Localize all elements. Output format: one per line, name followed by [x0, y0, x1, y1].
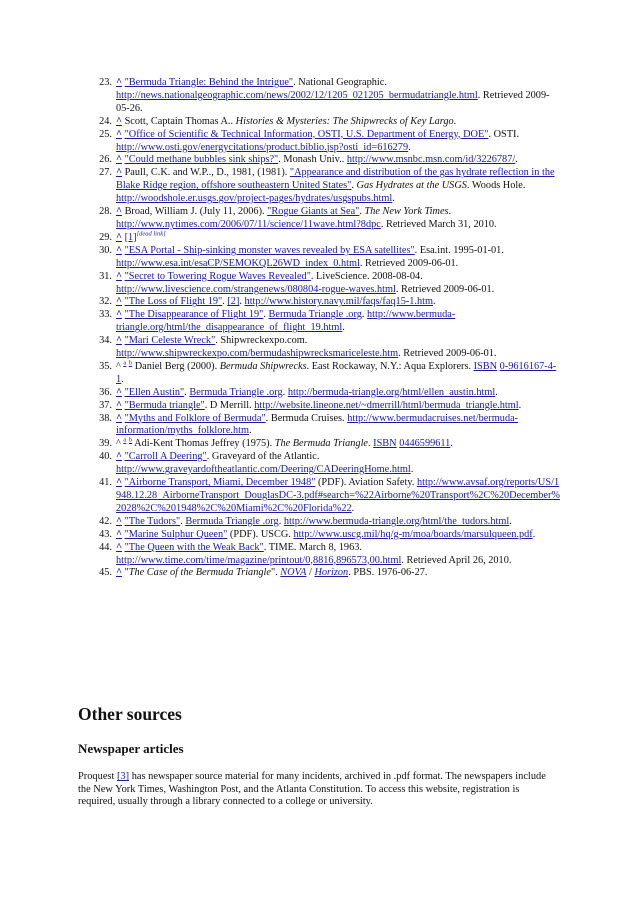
- reference-text: .: [450, 438, 453, 450]
- reference-text: .: [392, 193, 395, 205]
- back-link-b[interactable]: b: [128, 359, 133, 367]
- reference-text: . Retrieved March 31, 2010.: [380, 218, 497, 230]
- reference-number: 33.: [99, 309, 112, 321]
- reference-text: .: [351, 502, 355, 514]
- reference-text: .: [518, 399, 522, 411]
- reference-secondary-link[interactable]: Bermuda Triangle .org: [185, 515, 279, 527]
- reference-title-link[interactable]: "Could methane bubbles sink ships?": [124, 154, 279, 166]
- reference-text: .: [410, 464, 414, 476]
- reference-text: .: [453, 115, 457, 127]
- reference-number: 41.: [99, 477, 112, 489]
- reference-italic-title: The Bermuda Triangle: [274, 438, 368, 450]
- reference-italic-title: The New York Times: [364, 206, 449, 218]
- back-link[interactable]: ^: [116, 399, 122, 411]
- reference-url-link[interactable]: http://www.bermuda-triangle.org/html/the_disappearance_of_flight_19.html: [116, 309, 456, 334]
- reference-text: . Retrieved April 26, 2010.: [401, 554, 512, 566]
- reference-url-link[interactable]: http://www.uscg.mil/hq/g-m/moa/boards/marsulqueen.pdf: [293, 528, 533, 540]
- reference-url-link[interactable]: http://www.bermudacruises.net/bermuda-information/myths_folklore.htm: [116, 412, 519, 437]
- reference-number: 42.: [99, 515, 112, 527]
- reference-number: 36.: [99, 386, 112, 398]
- reference-text: ".: [270, 567, 281, 579]
- reference-text: .: [368, 438, 374, 450]
- proquest-link[interactable]: [3]: [116, 771, 130, 782]
- reference-text: . Monash Univ..: [278, 154, 347, 166]
- back-link[interactable]: ^: [116, 167, 122, 179]
- reference-number: 29.: [99, 231, 112, 243]
- reference-title-link[interactable]: "The Tudors": [124, 515, 181, 527]
- reference-secondary-link[interactable]: Bermuda Triangle .org: [268, 309, 362, 321]
- reference-text: .: [278, 515, 284, 527]
- reference-url-link[interactable]: http://www.esa.int/esaCP/SEMOKQL26WD_index_0.html: [116, 257, 360, 269]
- reference-text: .: [222, 296, 228, 308]
- paragraph-text: Proquest: [78, 771, 117, 782]
- reference-text: Scott, Captain Thomas A..: [124, 115, 236, 127]
- reference-text: Daniel Berg (2000).: [132, 360, 220, 372]
- reference-item: [92, 529, 562, 542]
- reference-text: . PBS. 1976-06-27.: [348, 567, 428, 579]
- reference-url-link[interactable]: http://www.history.navy.mil/faqs/faq15-1.htm: [244, 296, 434, 308]
- reference-text: . TIME. March 8, 1963.: [263, 541, 362, 553]
- back-link[interactable]: ^: [116, 412, 122, 424]
- paragraph-text: has newspaper source material for many incidents, archived in .pdf format. The newspapers include the New York Times, Washington Post, and the Atlanta Constitution. To access this website, registration is required, usually through a library connected to a college or university.: [78, 771, 546, 808]
- back-link[interactable]: ^: [116, 451, 122, 463]
- back-link[interactable]: ^: [116, 231, 122, 243]
- back-link[interactable]: ^: [116, 154, 122, 166]
- reference-title-link[interactable]: "Bermuda triangle": [124, 399, 205, 411]
- back-link[interactable]: ^: [116, 515, 122, 527]
- reference-text: .: [282, 386, 288, 398]
- reference-text: ": [124, 567, 129, 579]
- reference-number: 30.: [99, 244, 112, 256]
- reference-item: [92, 167, 562, 206]
- reference-text: . Retrieved 2009-06-01.: [359, 257, 459, 269]
- newspaper-paragraph: [78, 771, 558, 809]
- reference-number: 35.: [99, 360, 112, 372]
- reference-text: .: [249, 425, 252, 437]
- back-link[interactable]: ^: [116, 296, 122, 308]
- reference-item: [92, 129, 562, 155]
- isbn-number-link[interactable]: 0446599611: [399, 438, 451, 450]
- reference-url-link[interactable]: http://www.livescience.com/strangenews/080804-rogue-waves.html: [116, 283, 396, 295]
- reference-text: .: [180, 515, 186, 527]
- reference-item: [92, 451, 562, 477]
- reference-text: .: [239, 296, 245, 308]
- reference-number: 31.: [99, 270, 112, 282]
- reference-item: [92, 361, 562, 387]
- reference-number: 37.: [99, 399, 112, 411]
- reference-title-link[interactable]: "The Loss of Flight 19": [124, 296, 223, 308]
- reference-text: Adi-Kent Thomas Jeffrey (1975).: [132, 438, 275, 450]
- reference-text: .: [359, 206, 365, 218]
- nova-link[interactable]: NOVA: [280, 567, 307, 579]
- reference-text: .: [121, 373, 124, 385]
- reference-text: . Retrieved 2009-06-01.: [395, 283, 495, 295]
- reference-title-link[interactable]: "Airborne Transport, Miami, December 1948": [124, 477, 316, 489]
- reference-text: (PDF). USCG.: [227, 528, 294, 540]
- reference-text: .: [433, 296, 436, 308]
- back-link[interactable]: ^: [116, 206, 122, 218]
- reference-secondary-link[interactable]: Bermuda Triangle .org: [189, 386, 283, 398]
- reference-title-link[interactable]: "Secret to Towering Rogue Waves Revealed": [124, 270, 311, 282]
- back-link-b[interactable]: b: [128, 436, 133, 444]
- reference-url-link[interactable]: http://www.osti.gov/energycitations/product.biblio.jsp?osti_id=616279: [116, 141, 409, 153]
- reference-title-link[interactable]: "Myths and Folklore of Bermuda": [124, 412, 266, 424]
- back-link-a[interactable]: a: [123, 359, 127, 367]
- reference-title-link[interactable]: "Mari Celeste Wreck": [124, 335, 216, 347]
- reference-item: [92, 296, 562, 309]
- reference-title-link[interactable]: "Marine Sulphur Queen": [124, 528, 228, 540]
- reference-text: .: [408, 141, 411, 153]
- isbn-link[interactable]: ISBN: [373, 438, 397, 450]
- reference-title-link[interactable]: [1]: [124, 231, 137, 243]
- reference-number: 23.: [99, 77, 112, 88]
- reference-title-link[interactable]: "Appearance and distribution of the gas hydrate reflection in the Blake Ridge region, offshore southeastern United States": [116, 167, 555, 192]
- back-link[interactable]: ^: [116, 128, 122, 140]
- reference-text: .: [448, 206, 452, 218]
- reference-text: .: [351, 180, 357, 192]
- back-link[interactable]: ^: [116, 567, 122, 579]
- reference-url-link[interactable]: http://news.nationalgeographic.com/news/2002/12/1205_021205_bermudatriangle.html: [116, 89, 478, 101]
- references-list: [92, 77, 562, 580]
- reference-item: [92, 271, 562, 297]
- reference-item: [92, 309, 562, 335]
- reference-text: . Graveyard of the Atlantic.: [206, 451, 320, 463]
- reference-text: .: [263, 309, 269, 321]
- reference-item: [92, 206, 562, 232]
- reference-item: [92, 387, 562, 400]
- reference-item: [92, 438, 562, 451]
- reference-text: /: [306, 567, 315, 579]
- reference-text: . National Geographic.: [293, 77, 387, 88]
- isbn-link[interactable]: ISBN: [473, 360, 498, 372]
- reference-text: .: [342, 322, 345, 334]
- reference-url-link[interactable]: http://website.lineone.net/~dmerrill/html/bermuda_triangle.html: [254, 399, 519, 411]
- dead-link-note[interactable]: [dead link]: [136, 230, 166, 238]
- back-link: ^: [116, 360, 121, 372]
- reference-title-link[interactable]: "Carroll A Deering": [124, 451, 207, 463]
- reference-text: .: [509, 515, 512, 527]
- reference-italic-title: Histories & Mysteries: The Shipwrecks of Key Largo: [235, 115, 454, 127]
- back-link: ^: [116, 438, 121, 450]
- reference-number: 40.: [99, 451, 112, 463]
- reference-url-link[interactable]: http://www.shipwreckexpo.com/bermudashipwrecksmariceleste.htm: [116, 348, 399, 360]
- reference-number: 27.: [99, 167, 112, 179]
- reference-url-link[interactable]: http://www.time.com/time/magazine/printout/0,8816,896573,00.html: [116, 554, 402, 566]
- reference-item: [92, 232, 562, 245]
- reference-title-link[interactable]: "Ellen Austin": [124, 386, 185, 398]
- reference-url-link[interactable]: http://www.graveyardoftheatlantic.com/Deering/CADeeringHome.html: [116, 464, 411, 476]
- back-link[interactable]: ^: [116, 335, 122, 347]
- reference-text: .: [495, 386, 498, 398]
- reference-number: 28.: [99, 206, 112, 218]
- reference-text: . Esa.int. 1995-01-01.: [414, 244, 504, 256]
- reference-text: Paull, C.K. and W.P.., D., 1981, (1981).: [124, 167, 290, 179]
- reference-text: . D Merrill.: [204, 399, 255, 411]
- isbn-number-link[interactable]: 0-9616167-4-1: [116, 360, 557, 385]
- reference-url-link[interactable]: http://bermuda-triangle.org/html/ellen_austin.html: [287, 386, 496, 398]
- back-link[interactable]: ^: [116, 528, 122, 540]
- reference-url-link[interactable]: http://www.nytimes.com/2006/07/11/science/11wave.html?8dpc: [116, 218, 381, 230]
- reference-item: [92, 567, 562, 580]
- reference-number: 44.: [99, 541, 112, 553]
- reference-title-link[interactable]: "ESA Portal - Ship-sinking monster waves revealed by ESA satellites": [124, 244, 415, 256]
- reference-text: . Woods Hole.: [466, 180, 526, 192]
- reference-item: [92, 77, 562, 116]
- reference-text: . Retrieved 2009-05-26.: [116, 89, 550, 114]
- reference-number: 45.: [99, 567, 112, 579]
- reference-text: . East Rockaway, N.Y.: Aqua Explorers.: [306, 360, 474, 372]
- back-link[interactable]: ^: [116, 115, 122, 127]
- reference-text: . Shipwreckexpo.com.: [215, 335, 308, 347]
- reference-text: .: [515, 154, 518, 166]
- reference-number: 38.: [99, 412, 112, 424]
- reference-title-link[interactable]: "Office of Scientific & Technical Information, OSTI, U.S. Department of Energy, DOE": [124, 128, 489, 140]
- reference-title-link[interactable]: "The Disappearance of Flight 19": [124, 309, 264, 321]
- horizon-link[interactable]: Horizon: [314, 567, 349, 579]
- reference-text: . LiveScience. 2008-08-04.: [310, 270, 423, 282]
- reference-title-link[interactable]: "Bermuda Triangle: Behind the Intrigue": [124, 77, 294, 88]
- reference-item: [92, 154, 562, 167]
- reference-italic-title: Bermuda Shipwrecks: [219, 360, 307, 372]
- reference-text: .: [361, 309, 368, 321]
- reference-item: [92, 335, 562, 361]
- newspaper-articles-heading: Newspaper articles: [78, 741, 184, 756]
- reference-url-link[interactable]: http://woodshole.er.usgs.gov/project-pages/hydrates/usgspubs.html: [116, 193, 393, 205]
- reference-number: 26.: [99, 154, 112, 166]
- reference-text: Broad, William J. (July 11, 2006).: [124, 206, 268, 218]
- back-link-a[interactable]: a: [123, 436, 127, 444]
- reference-italic-title: The Case of the Bermuda Triangle: [128, 567, 271, 579]
- reference-item: [92, 116, 562, 129]
- reference-italic-title: Gas Hydrates at the USGS: [356, 180, 467, 192]
- reference-title-link[interactable]: "Rogue Giants at Sea": [267, 206, 360, 218]
- reference-secondary-link[interactable]: [2]: [227, 296, 240, 308]
- reference-item: [92, 477, 562, 516]
- back-link[interactable]: ^: [116, 386, 122, 398]
- reference-text: . Retrieved 2009-06-01.: [398, 348, 497, 360]
- reference-item: [92, 413, 562, 439]
- back-link[interactable]: ^: [116, 77, 122, 88]
- reference-url-link[interactable]: http://www.msnbc.msn.com/id/3226787/: [346, 154, 516, 166]
- back-link[interactable]: ^: [116, 270, 122, 282]
- reference-text: . Bermuda Cruises.: [265, 412, 348, 424]
- back-link[interactable]: ^: [116, 244, 122, 256]
- reference-item: [92, 400, 562, 413]
- reference-number: 25.: [99, 128, 112, 140]
- back-link[interactable]: ^: [116, 541, 122, 553]
- reference-title-link[interactable]: "The Queen with the Weak Back": [124, 541, 264, 553]
- reference-number: 32.: [99, 296, 112, 308]
- reference-text: (PDF). Aviation Safety.: [315, 477, 417, 489]
- back-link[interactable]: ^: [116, 477, 122, 489]
- reference-item: [92, 245, 562, 271]
- reference-url-link[interactable]: http://www.bermuda-triangle.org/html/the_tudors.html: [283, 515, 510, 527]
- reference-item: [92, 542, 562, 568]
- reference-item: [92, 516, 562, 529]
- reference-text: .: [532, 528, 536, 540]
- reference-text: .: [184, 386, 190, 398]
- reference-number: 24.: [99, 115, 112, 127]
- reference-number: 39.: [99, 438, 112, 450]
- other-sources-heading: Other sources: [78, 704, 182, 724]
- reference-text: . OSTI.: [488, 128, 520, 140]
- reference-number: 43.: [99, 528, 112, 540]
- back-link[interactable]: ^: [116, 309, 122, 321]
- reference-url-link[interactable]: http://www.avsaf.org/reports/US/1948.12.28_AirborneTransport_DouglasDC-3.pdf#search=%22Airborne%20Transport%2C%20December%2028%2C%201948%2C%20Miami%2C%20Florida%22: [116, 477, 561, 514]
- reference-number: 34.: [99, 335, 112, 347]
